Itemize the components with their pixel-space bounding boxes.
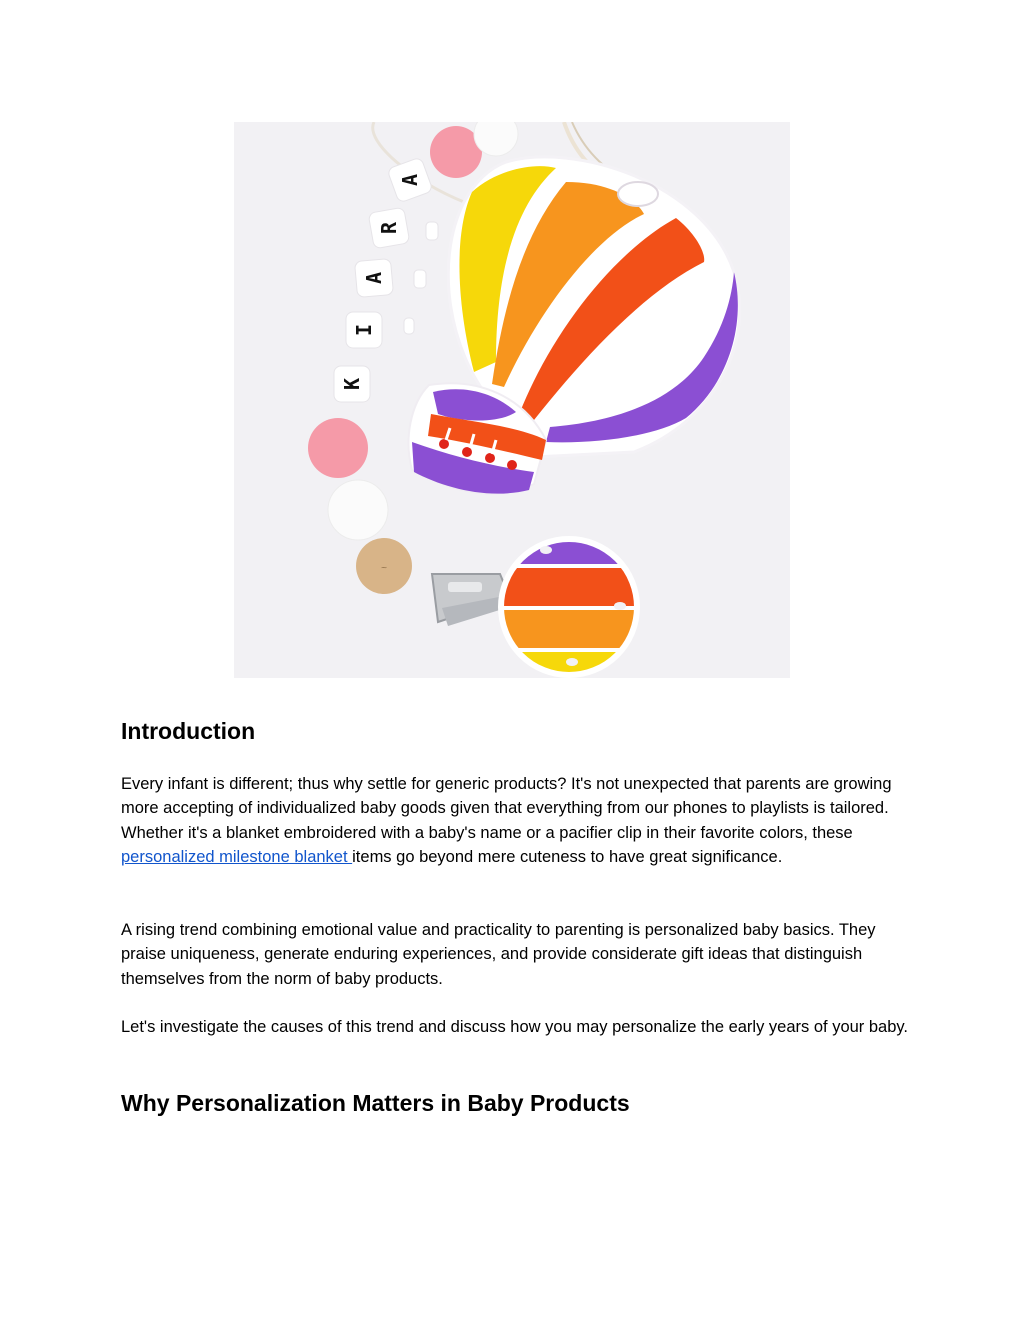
letter-bead-r: R: [377, 221, 401, 235]
letter-bead-a2: A: [362, 271, 386, 285]
letter-bead-i: I: [352, 323, 376, 337]
clip-disc: [494, 532, 654, 678]
white-bead: [328, 480, 388, 540]
why-personalization-heading: Why Personalization Matters in Baby Products: [121, 1090, 630, 1116]
p1-text-before-link: Every infant is different; thus why settle for generic products? It's not unexpected that parents are growing more accepting of individualized baby goods given that everything from our phones to playlists is tailored. Whether it's a blanket embroidered with a baby's name or a pacifier clip in their favorite colors, these: [121, 775, 892, 842]
intro-paragraph-3: Let's investigate the causes of this trend and discuss how you may personalize the early years of your baby.: [121, 1018, 909, 1036]
metal-clip: [432, 574, 510, 626]
intro-paragraph-1: [121, 772, 911, 869]
personalized-milestone-blanket-link[interactable]: personalized milestone blanket: [121, 847, 353, 866]
intro-paragraph-2: A rising trend combining emotional value and practicality to parenting is personalized baby basics. They praise uniqueness, generate enduring experiences, and provide considerate gift ideas that distinguish themselves from the norm of baby products.: [121, 921, 876, 988]
svg-text:~: ~: [380, 563, 388, 572]
balloon-pacifier-clip-illustration: [234, 122, 790, 678]
p1-text-after-link: items go beyond mere cuteness to have great significance.: [352, 847, 783, 866]
letter-bead-k: K: [340, 377, 364, 391]
product-photo: [234, 122, 790, 678]
letter-bead-a: A: [398, 173, 422, 187]
pink-bead: [308, 418, 368, 478]
letter-beads: [334, 157, 438, 402]
introduction-heading: Introduction: [121, 718, 256, 744]
